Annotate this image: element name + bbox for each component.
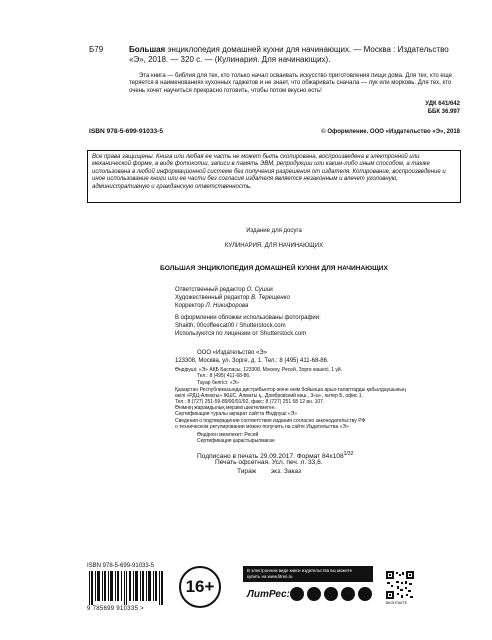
qr-label: ВКОНТАКТЕ bbox=[386, 601, 407, 605]
kz-manufacturer: Өндіруші: «Э» АҚБ Баспасы, 123308, Мәскеу, Ресей, Зорге көшесі, 1 үй. bbox=[175, 367, 343, 373]
rights-box: Все права защищены. Книга или любая ее часть не может быть скопирована, воспроизведена в электронной или механической форме, в виде фотокопии, записи в память ЭВМ, репродукции или каким-либо иным способом, а также использована в любой информационной системе без получения разрешения от издателя. Копирование, воспроизведение и иное использование книги или ее части без согласия издателя является незаконным и влечет уголовную, административную и гражданскую ответственность. bbox=[87, 150, 461, 203]
leisure-edition: Издание для досуга bbox=[246, 228, 302, 234]
apple-store-icon bbox=[290, 587, 304, 601]
conformity-2: о техническом регулировании можно получить на сайте Издательства «Э» bbox=[175, 424, 349, 430]
udk-code: УДК 641/642 bbox=[425, 101, 460, 107]
age-rating-badge bbox=[179, 566, 221, 608]
title-bold: Большая bbox=[129, 45, 166, 54]
barcode-digits: 9 785699 910335 > bbox=[87, 606, 144, 612]
print-run: Тираж экз. Заказ bbox=[237, 468, 302, 475]
barcode-icon bbox=[87, 571, 167, 605]
kz-distributor-2: өкілі «РДЦ-Алматы» ЖШС, Алматы қ., Домбровский көш., 3«а», литер Б, офис 1. bbox=[175, 393, 364, 399]
publisher-name: ООО «Издательство «Э» bbox=[197, 350, 267, 356]
windows-icon bbox=[324, 587, 338, 601]
print-signed: Подписано в печать 29.09.2017. Формат $84x108^{1/32}$ bbox=[197, 451, 354, 461]
kz-distributor-1: Қазақстан Республикасында дистрибьютор және өнім бойынша арыз-талаптарды қабылдаушының bbox=[175, 387, 406, 393]
cert-kz: Сертификация қарастырылмаған bbox=[197, 438, 275, 444]
series-name: КУЛИНАРИЯ. ДЛЯ НАЧИНАЮЩИХ bbox=[224, 243, 324, 249]
barcode-isbn: ISBN 978-5-699-91033-5 bbox=[87, 563, 155, 569]
bibliographic-entry bbox=[129, 45, 459, 65]
age-rating-text: 16+ bbox=[185, 577, 215, 596]
ebook-reader-icon bbox=[358, 587, 372, 601]
litres-logo: ЛитРес: bbox=[247, 589, 290, 600]
trademark: Тауар белгісі: «Э» bbox=[197, 380, 239, 386]
litres-line-1: В электронном виде книги издательства вы можете bbox=[247, 568, 353, 573]
conformity-1: Сведения о подтверждении соответствия издания согласно законодательству РФ bbox=[175, 418, 366, 424]
photos-line1: В оформлении обложки использованы фотографии: bbox=[175, 315, 321, 321]
catalog-code: Б79 bbox=[89, 45, 104, 54]
print-offset: Печать офсетная. Усл. печ. л. 33,6. bbox=[215, 459, 323, 466]
made-in: Өндірген мемлекет: Ресей bbox=[197, 432, 259, 438]
copyright-notice: © Оформление. ООО «Издательство «Э», 2018 bbox=[321, 129, 460, 135]
windows-phone-icon bbox=[341, 587, 355, 601]
credit-proofreader: Корректор Л. Никифорова bbox=[175, 303, 249, 309]
photos-line2: Shaiith, 00coffeecat00 / Shutterstock.com bbox=[175, 323, 286, 329]
bbk-code: ББК 36.997 bbox=[427, 109, 460, 115]
annotation: Эта книга — библия для тех, кто только начал осваивать искусство приготовления пищи дома. Для тех, кто еще теряется в наименованиях кухонных гаджетов и не знает, что обжаривать сначала — лук или морковь. Для тех, кто очень хочет научиться прекрасно готовить, чтобы потом вкусно есть! bbox=[129, 73, 452, 94]
kz-tel: Тел.: 8 (495) 411-68-86. bbox=[197, 373, 251, 379]
photos-line3: Используются по лицензии от Shutterstock.com bbox=[175, 331, 307, 337]
qr-code-icon bbox=[386, 571, 414, 599]
litres-line-2: купить на www.litres.ru bbox=[247, 574, 293, 579]
kz-validity: Өнімнің жарамдылық мерзімі шектелмеген. bbox=[175, 405, 276, 411]
litres-banner bbox=[243, 566, 373, 582]
main-title: БОЛЬШАЯ ЭНЦИКЛОПЕДИЯ ДОМАШНЕЙ КУХНИ ДЛЯ НАЧИНАЮЩИХ bbox=[160, 265, 388, 272]
kz-tel-2: Тел.: 8 (727) 251-59-89/90/91/92, факс: 8 (727) 251 58 12 вн. 107. bbox=[175, 399, 325, 405]
publisher-address: 123308, Москва, ул. Зорге, д. 1. Тел.: 8 (495) 411-68-86. bbox=[175, 358, 329, 364]
kz-certification: Сертификация туралы ақпарат сайтта Өндіруші «Э» bbox=[175, 411, 298, 417]
title-rest: энциклопедия домашней кухни для начинающих. — Москва : Издательство «Э», 2018. — 320 с. — (Кулинария. Для начинающих). bbox=[129, 45, 449, 64]
android-icon bbox=[307, 587, 321, 601]
isbn-number: ISBN 978-5-699-91033-5 bbox=[89, 128, 164, 135]
credit-editor: Ответственный редактор О. Сушик bbox=[175, 287, 274, 293]
credit-art-editor: Художественный редактор В. Терещенко bbox=[175, 295, 290, 301]
